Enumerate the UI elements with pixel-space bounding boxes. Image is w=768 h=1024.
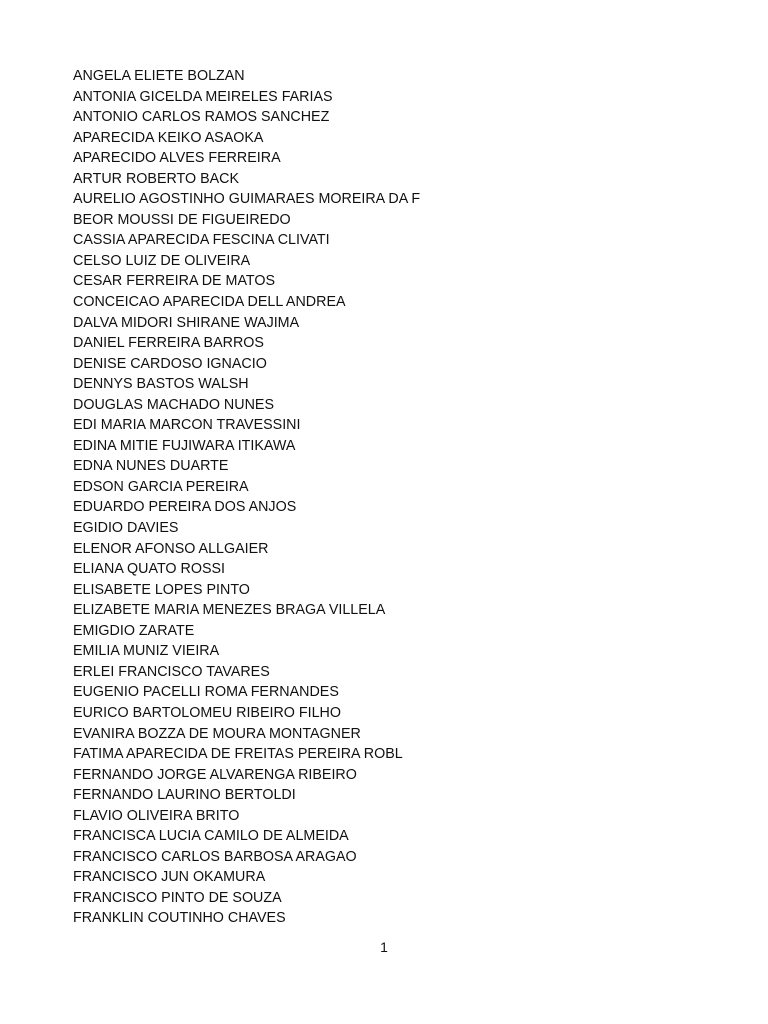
- list-item: ELIANA QUATO ROSSI: [73, 561, 226, 578]
- list-item: CESAR FERREIRA DE MATOS: [73, 273, 276, 290]
- list-item: EDI MARIA MARCON TRAVESSINI: [73, 417, 301, 434]
- list-item: ELIZABETE MARIA MENEZES BRAGA VILLELA: [73, 602, 386, 619]
- list-item: APARECIDO ALVES FERREIRA: [73, 150, 281, 167]
- list-item: EDSON GARCIA PEREIRA: [73, 478, 249, 495]
- page-number: 1: [380, 939, 388, 955]
- list-item: DENISE CARDOSO IGNACIO: [73, 355, 267, 372]
- list-item: EVANIRA BOZZA DE MOURA MONTAGNER: [73, 725, 361, 742]
- list-item: ANGELA ELIETE BOLZAN: [73, 68, 245, 84]
- list-item: EURICO BARTOLOMEU RIBEIRO FILHO: [73, 704, 341, 721]
- list-item: EUGENIO PACELLI ROMA FERNANDES: [73, 684, 339, 701]
- list-item: EMIGDIO ZARATE: [73, 622, 195, 639]
- list-item: FRANCISCO PINTO DE SOUZA: [73, 889, 282, 906]
- list-item: ELENOR AFONSO ALLGAIER: [73, 540, 269, 557]
- list-item: DANIEL FERREIRA BARROS: [73, 335, 264, 352]
- list-item: CASSIA APARECIDA FESCINA CLIVATI: [73, 232, 330, 249]
- list-item: EGIDIO DAVIES: [73, 520, 179, 537]
- list-item: CONCEICAO APARECIDA DELL ANDREA: [73, 294, 346, 311]
- list-item: EMILIA MUNIZ VIEIRA: [73, 643, 220, 660]
- list-item: FRANKLIN COUTINHO CHAVES: [73, 910, 286, 927]
- name-list: [73, 66, 420, 929]
- list-item: DOUGLAS MACHADO NUNES: [73, 396, 274, 413]
- list-item: ANTONIO CARLOS RAMOS SANCHEZ: [73, 109, 330, 126]
- list-item: ARTUR ROBERTO BACK: [73, 170, 240, 187]
- list-item: DENNYS BASTOS WALSH: [73, 376, 249, 393]
- list-item: EDINA MITIE FUJIWARA ITIKAWA: [73, 437, 296, 454]
- list-item: FRANCISCO JUN OKAMURA: [73, 869, 266, 886]
- list-item: BEOR MOUSSI DE FIGUEIREDO: [73, 211, 291, 228]
- list-item: FERNANDO JORGE ALVARENGA RIBEIRO: [73, 766, 357, 783]
- list-item: EDUARDO PEREIRA DOS ANJOS: [73, 499, 297, 516]
- list-item: FERNANDO LAURINO BERTOLDI: [73, 787, 296, 804]
- list-item: ERLEI FRANCISCO TAVARES: [73, 663, 270, 680]
- list-item: ELISABETE LOPES PINTO: [73, 581, 250, 598]
- list-item: ANTONIA GICELDA MEIRELES FARIAS: [73, 88, 333, 105]
- list-item: FRANCISCO CARLOS BARBOSA ARAGAO: [73, 848, 357, 865]
- list-item: APARECIDA KEIKO ASAOKA: [73, 129, 264, 146]
- list-item: FLAVIO OLIVEIRA BRITO: [73, 807, 240, 824]
- list-item: FATIMA APARECIDA DE FREITAS PEREIRA ROBL: [73, 746, 403, 763]
- list-item: FRANCISCA LUCIA CAMILO DE ALMEIDA: [73, 828, 349, 845]
- list-item: AURELIO AGOSTINHO GUIMARAES MOREIRA DA F: [73, 191, 421, 208]
- list-item: DALVA MIDORI SHIRANE WAJIMA: [73, 314, 300, 331]
- list-item: CELSO LUIZ DE OLIVEIRA: [73, 252, 251, 269]
- list-item: EDNA NUNES DUARTE: [73, 458, 229, 475]
